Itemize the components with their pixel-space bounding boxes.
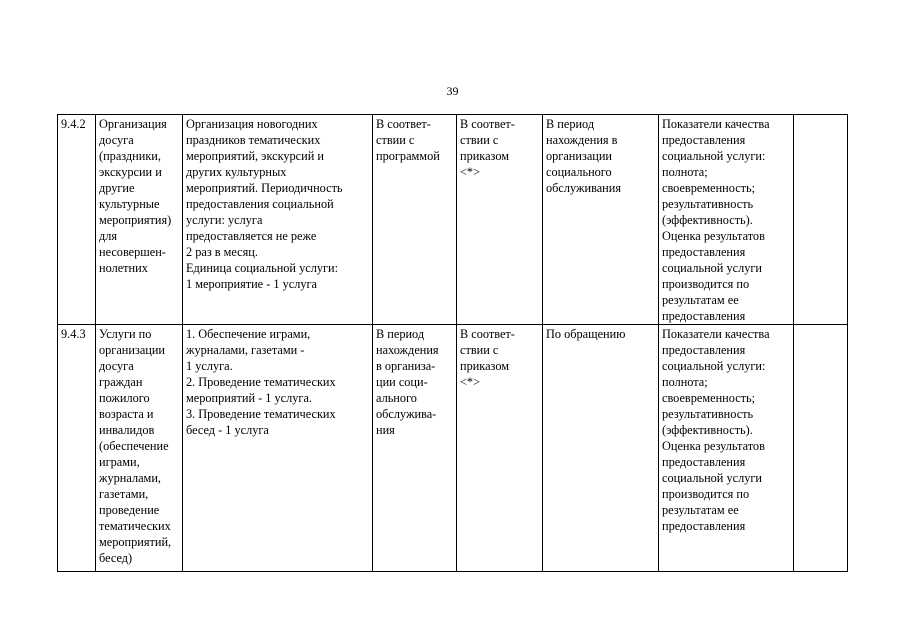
page-number: 39 (446, 84, 459, 98)
service-code-cell: 9.4.3 (58, 325, 96, 572)
service-name-cell: Организация досуга (праздники, экскурсии и другие культурные мероприятия) для несовершен- нолетних (96, 115, 183, 325)
service-description-cell: 1. Обеспечение играми, журналами, газетами - 1 услуга. 2. Проведение тематических мероприятий - 1 услуга. 3. Проведение тематических бесед - 1 услуга (183, 325, 373, 572)
service-description-cell: Организация новогодних праздников тематических мероприятий, экскурсий и других культурных мероприятий. Периодичность предоставления социальной услуги: услуга предоставляется не реже 2 раз в месяц. Единица социальной услуги: 1 мероприятие - 1 услуга (183, 115, 373, 325)
service-period-cell: По обращению (543, 325, 659, 572)
service-extra-cell (794, 115, 848, 325)
service-norm-cell: В период нахождения в организа- ции соци- ального обслужива- ния (373, 325, 457, 572)
table-row (58, 325, 848, 572)
service-extra-cell (794, 325, 848, 572)
services-table (57, 114, 848, 572)
service-tariff-cell: В соответ- ствии с приказом <*> (457, 325, 543, 572)
service-quality-cell: Показатели качества предоставления социальной услуги: полнота; своевременность; результативность (эффективность). Оценка результатов предоставления социальной услуги производится по результатам ее предоставления (659, 115, 794, 325)
service-tariff-cell: В соответ- ствии с приказом <*> (457, 115, 543, 325)
service-period-cell: В период нахождения в организации социального обслуживания (543, 115, 659, 325)
table-row (58, 115, 848, 325)
service-code-cell: 9.4.2 (58, 115, 96, 325)
service-name-cell: Услуги по организации досуга граждан пожилого возраста и инвалидов (обеспечение играми, журналами, газетами, проведение тематических мероприятий, бесед) (96, 325, 183, 572)
service-quality-cell: Показатели качества предоставления социальной услуги: полнота; своевременность; результативность (эффективность). Оценка результатов предоставления социальной услуги производится по результатам ее предоставления (659, 325, 794, 572)
service-norm-cell: В соответ- ствии с программой (373, 115, 457, 325)
